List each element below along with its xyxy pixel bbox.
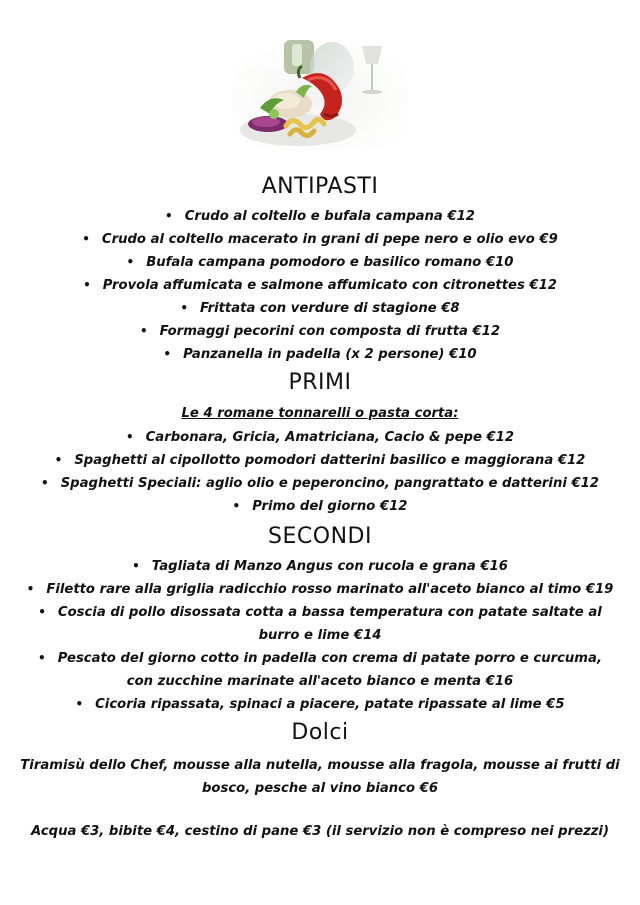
list-item: • Carbonara, Gricia, Amatriciana, Cacio & pepe €12: [0, 426, 640, 449]
list-item: • Provola affumicata e salmone affumicato con citronettes €12: [0, 274, 640, 297]
primi-subtitle: Le 4 romane tonnarelli o pasta corta:: [181, 406, 459, 421]
list-item: • Tagliata di Manzo Angus con rucola e grana €16: [0, 555, 640, 578]
list-item: • Formaggi pecorini con composta di frutta €12: [0, 320, 640, 343]
list-item: • Filetto rare alla griglia radicchio rosso marinato all'aceto bianco al timo €19: [0, 578, 640, 601]
food-photo: [232, 38, 408, 150]
list-item: • Crudo al coltello macerato in grani di pepe nero e olio evo €9: [0, 228, 640, 251]
list-item: • Spaghetti al cipollotto pomodori datterini basilico e maggiorana €12: [0, 449, 640, 472]
antipasti-list: [0, 205, 640, 366]
footer-note: Acqua €3, bibite €4, cestino di pane €3 (il servizio non è compreso nei prezzi): [31, 824, 609, 839]
list-item: • Frittata con verdure di stagione €8: [0, 297, 640, 320]
list-item: • Crudo al coltello e bufala campana €12: [0, 205, 640, 228]
primi-list: [0, 426, 640, 518]
list-item: • Panzanella in padella (x 2 persone) €10: [0, 343, 640, 366]
dolci-text: Tiramisù dello Chef, mousse alla nutella, mousse alla fragola, mousse ai frutti di bosco, pesche al vino bianco €6: [20, 758, 620, 796]
list-item: • Spaghetti Speciali: aglio olio e peperoncino, pangrattato e datterini €12: [0, 472, 640, 495]
list-item: • Cicoria ripassata, spinaci a piacere, patate ripassate al lime €5: [0, 693, 640, 716]
list-item: • Pescato del giorno cotto in padella con crema di patate porro e curcuma, con zucchine marinate all'aceto bianco e menta €16: [0, 647, 640, 693]
section-title-antipasti: ANTIPASTI: [261, 174, 379, 199]
section-title-primi: PRIMI: [288, 370, 352, 395]
section-title-secondi: SECONDI: [268, 524, 372, 549]
list-item: • Primo del giorno €12: [0, 495, 640, 518]
list-item: • Bufala campana pomodoro e basilico romano €10: [0, 251, 640, 274]
secondi-list: [0, 555, 640, 716]
section-title-dolci: Dolci: [291, 720, 349, 745]
list-item: • Coscia di pollo disossata cotta a bassa temperatura con patate saltate al burro e lime €14: [0, 601, 640, 647]
